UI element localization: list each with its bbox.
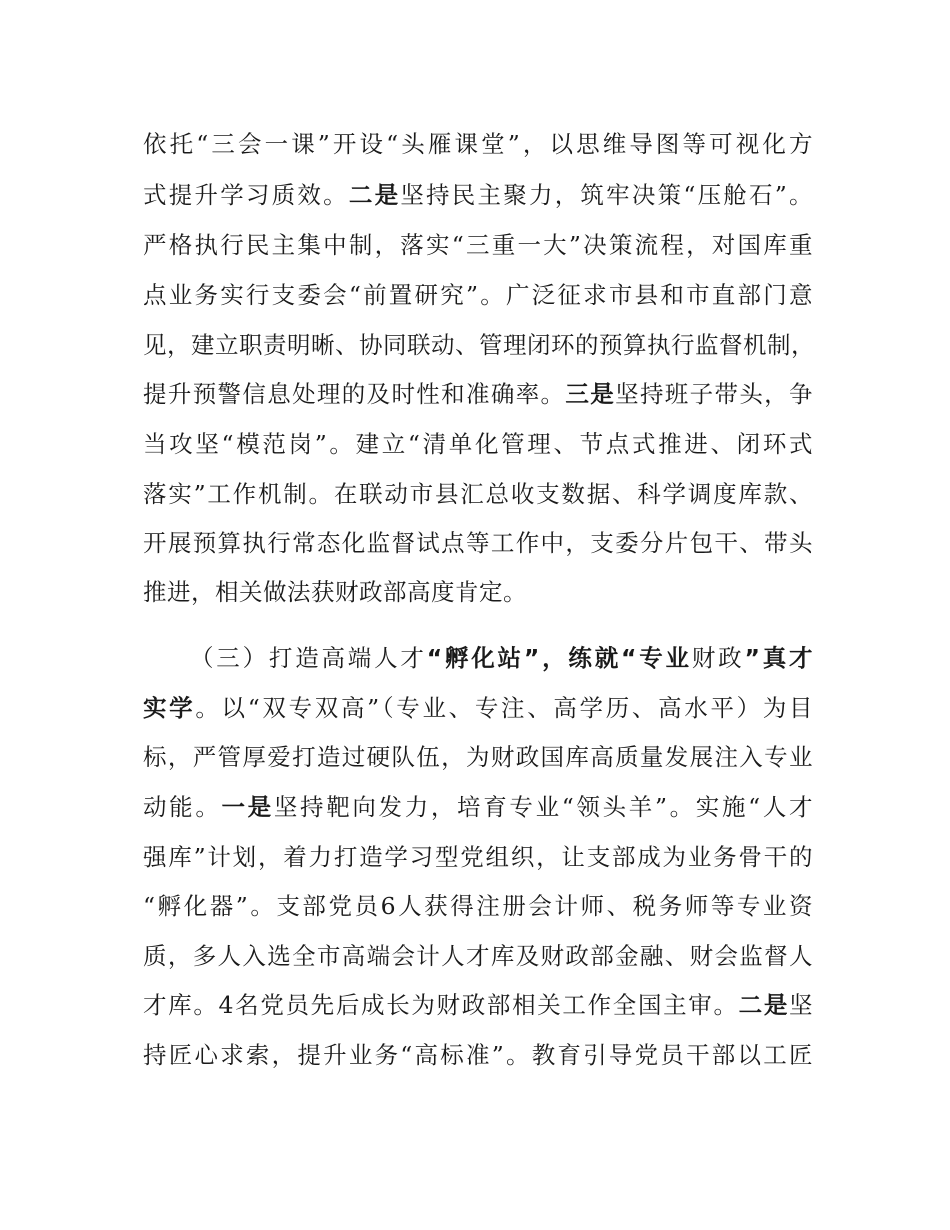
bold-marker: 二是 (738, 991, 790, 1019)
text-span: 落实”工作机制。在联动市县汇总收支数据、科学调度库款、 (143, 480, 813, 508)
text-span: 标，严管厚爱打造过硬队伍，为财政国库高质量发展注入专业 (143, 743, 813, 771)
text-line (143, 743, 813, 771)
text-line (143, 130, 813, 158)
text-line (143, 892, 813, 920)
text-span: 坚持班子带头，争 (615, 380, 814, 408)
bold-marker: 一是 (221, 793, 274, 821)
text-span: 依托“三会一课”开设“头雁课堂”，以思维导图等可视化方 (143, 130, 813, 158)
text-span: 坚持靶向发力，培育专业“领头羊”。实施“人才 (273, 793, 813, 821)
text-span: 。以“双专双高”（专业、专注、高学历、高水平）为目 (195, 694, 814, 722)
text-line (143, 231, 813, 259)
text-line (143, 991, 813, 1019)
section-heading-bold: “孵化站”，练就“专业 (426, 644, 692, 672)
text-span: 持匠心求索，提升业务“高标准”。教育引导党员干部以工匠 (143, 1041, 813, 1069)
text-span: 见，建立职责明晰、协同联动、管理闭环的预算执行监督机制， (143, 331, 815, 359)
text-span: 严格执行民主集中制，落实“三重一大”决策流程，对国库重 (143, 231, 813, 259)
text-line (143, 843, 813, 871)
text-span: 开展预算执行常态化监督试点等工作中，支委分片包干、带头 (143, 529, 813, 557)
text-span: 动能。 (143, 793, 222, 821)
text-line (143, 793, 813, 821)
text-line (143, 578, 813, 606)
text-span: 提升预警信息处理的及时性和准确率。 (143, 380, 566, 408)
text-span: 质，多人入选全市高端会计人才库及财政部金融、财会监督人 (143, 942, 813, 970)
text-line (143, 480, 813, 508)
text-line (143, 331, 813, 359)
bold-marker: 二是 (348, 181, 401, 209)
text-span: 点业务实行支委会“前置研究”。广泛征求市县和市直部门意 (143, 281, 813, 309)
text-span: 坚持民主聚力，筑牢决策“压舱石”。 (400, 181, 814, 209)
text-line (143, 430, 813, 458)
text-line (143, 529, 813, 557)
text-span: 当攻坚“模范岗”。建立“清单化管理、节点式推进、闭环式 (143, 430, 813, 458)
section-heading-bold: 实学 (143, 694, 196, 722)
section-heading-line (190, 644, 813, 672)
text-span: “孵化器”。支部党员6人获得注册会计师、税务师等专业资 (143, 892, 813, 920)
text-line (143, 942, 813, 970)
text-span: 强库”计划，着力打造学习型党组织，让支部成为业务骨干的 (143, 843, 813, 871)
text-line (143, 181, 813, 209)
section-heading: （三）打造高端人才 (190, 644, 427, 672)
text-line (143, 380, 813, 408)
text-line (143, 281, 813, 309)
section-heading-bold: ”真才 (744, 644, 813, 672)
text-span: 才库。4名党员先后成长为财政部相关工作全国主审。 (143, 991, 739, 1019)
text-line (143, 694, 813, 722)
bold-marker: 三是 (565, 380, 616, 408)
section-heading: 财政 (691, 644, 745, 672)
text-span: 推进，相关做法获财政部高度肯定。 (143, 578, 527, 606)
text-span: 坚 (789, 991, 814, 1019)
text-line (143, 1041, 813, 1069)
text-span: 式提升学习质效。 (143, 181, 349, 209)
